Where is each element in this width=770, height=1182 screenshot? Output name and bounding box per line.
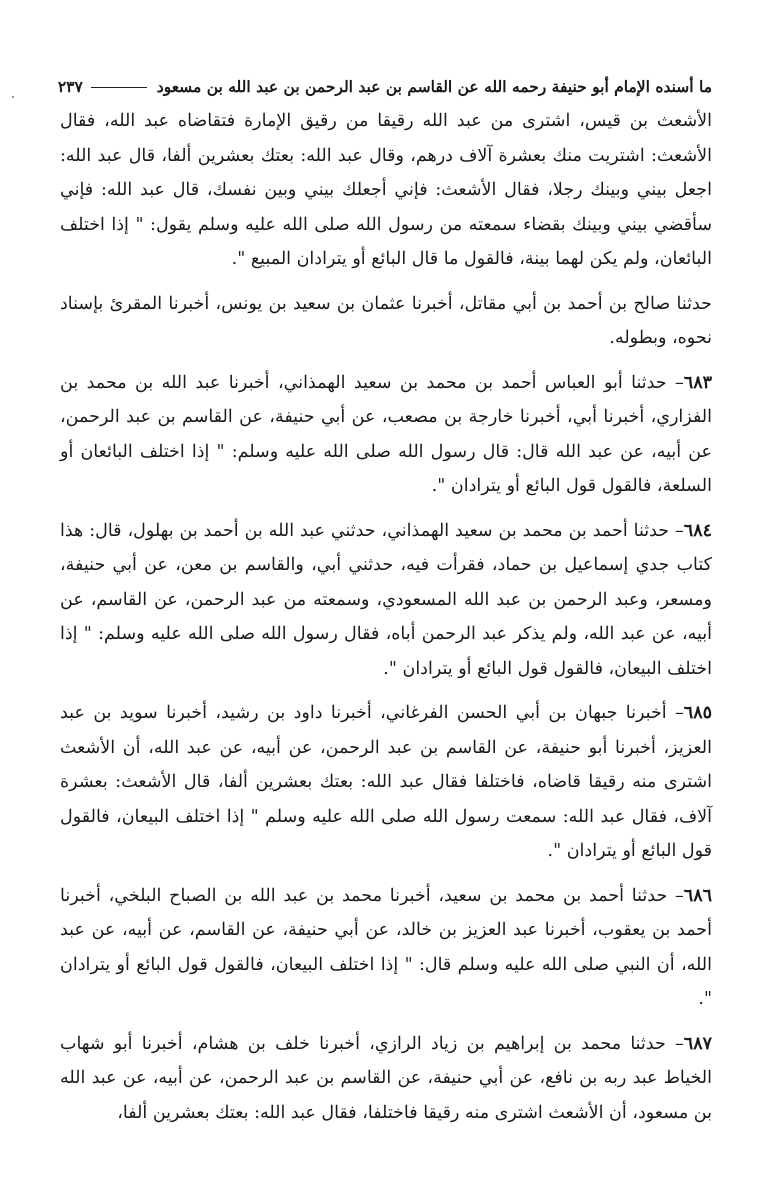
page-number-group [58, 70, 157, 104]
paragraph-text: – حدثنا محمد بن إبراهيم بن زياد الرازي، أخبرنا خلف بن هشام، أخبرنا أبو شهاب الخياط عبد ربه بن نافع، عن أبي حنيفة، عن القاسم بن عبد الرحمن، عن أبيه، عن عبد الله بن مسعود، أن الأشعث اشترى منه رقيقا فاختلفا، فقال عبد الله: بعتك بعشرين ألفا، [60, 1033, 712, 1123]
hadith-684 [60, 514, 712, 687]
header-rule [91, 87, 147, 88]
paragraph-text: – حدثنا أحمد بن محمد بن سعيد الهمذاني، حدثني عبد الله بن أحمد بن بهلول، قال: هذا كتاب جدي إسماعيل بن حماد، فقرأت فيه، حدثني أبي، والقاسم بن معن، عن أبي حنيفة، ومسعر، وعبد الرحمن بن عبد الله المسعودي، وسمعته من عبد الرحمن، عن القاسم، عن أبيه، عن عبد الله، ولم يذكر عبد الرحمن أباه، فقال رسول الله صلى الله عليه وسلم: " إذا اختلف البيعان، فالقول قول البائع أو يترادان ". [60, 520, 712, 679]
hadith-number: ٦٨٣ [683, 372, 712, 393]
scan-speck [12, 96, 14, 98]
paragraph-text: – حدثنا أحمد بن محمد بن سعيد، أخبرنا محمد بن عبد الله بن الصباح البلخي، أخبرنا أحمد بن يعقوب، أخبرنا عبد العزيز بن خالد، عن أبي حنيفة، عن القاسم، عن أبيه، عن عبد الله، أن النبي صلى الله عليه وسلم قال: " إذا اختلف البيعان، فالقول قول البائع أو يترادان ". [60, 885, 712, 1009]
document-page [57, 70, 712, 1130]
page-number: ٢٣٧ [57, 77, 83, 96]
hadith-683 [60, 366, 712, 504]
hadith-number: ٦٨٤ [683, 520, 712, 541]
paragraph-text: حدثنا صالح بن أحمد بن أبي مقاتل، أخبرنا عثمان بن سعيد بن يونس، أخبرنا المقرئ بإسناد نحوه، وبطوله. [60, 293, 712, 348]
hadith-685 [60, 696, 712, 869]
hadith-687 [60, 1027, 712, 1131]
hadith-number: ٦٨٦ [683, 885, 712, 906]
paragraph-text: – أخبرنا جبهان بن أبي الحسن الفرغاني، أخبرنا داود بن رشيد، أخبرنا سويد بن عبد العزيز، أخبرنا أبو حنيفة، عن القاسم بن عبد الرحمن، عن أبيه، عن عبد الله، أن الأشعث اشترى منه رقيقا قاضاه، فاختلفا فقال عبد الله: بعتك بعشرين ألفا، قال الأشعث: بعشرة آلاف، فقال عبد الله: سمعت رسول الله صلى الله عليه وسلم " إذا اختلف البيعان، فالقول قول البائع أو يترادان ". [60, 703, 712, 861]
hadith-686 [60, 879, 712, 1017]
running-header [57, 70, 712, 104]
paragraph-text: – حدثنا أبو العباس أحمد بن محمد بن سعيد الهمذاني، أخبرنا عبد الله بن محمد بن الفزاري، أخبرنا أبي، أخبرنا خارجة بن مصعب، عن أبي حنيفة، عن القاسم بن عبد الرحمن، عن أبيه، عن عبد الله قال: قال رسول الله صلى الله عليه وسلم: " إذا اختلف البائعان أو السلعة، فالقول قول البائع أو يترادان ". [60, 372, 712, 496]
hadith-number: ٦٨٥ [683, 703, 712, 723]
hadith-number: ٦٨٧ [683, 1033, 712, 1054]
paragraph-sanad [60, 287, 712, 356]
paragraph-text: الأشعث بن قيس، اشترى من عبد الله رقيقا من رقيق الإمارة فتقاضاه عبد الله، فقال الأشعث: اشتريت منك بعشرة آلاف درهم، وقال عبد الله: بعتك بعشرين ألفا، قال عبد الله: اجعل بيني وبينك رجلا، فقال الأشعث: فإني أجعلك بيني وبين نفسك، قال عبد الله: فإني سأقضي بيني وبينك بقضاء سمعته من رسول الله صلى الله عليه وسلم يقول: " إذا اختلف البائعان، ولم يكن لهما بينة، فالقول ما قال البائع أو يترادان المبيع ". [60, 111, 712, 269]
paragraph-continuation [60, 104, 712, 277]
header-title: ما أسنده الإمام أبو حنيفة رحمه الله عن القاسم بن عبد الرحمن بن عبد الله بن مسعود [156, 77, 712, 96]
